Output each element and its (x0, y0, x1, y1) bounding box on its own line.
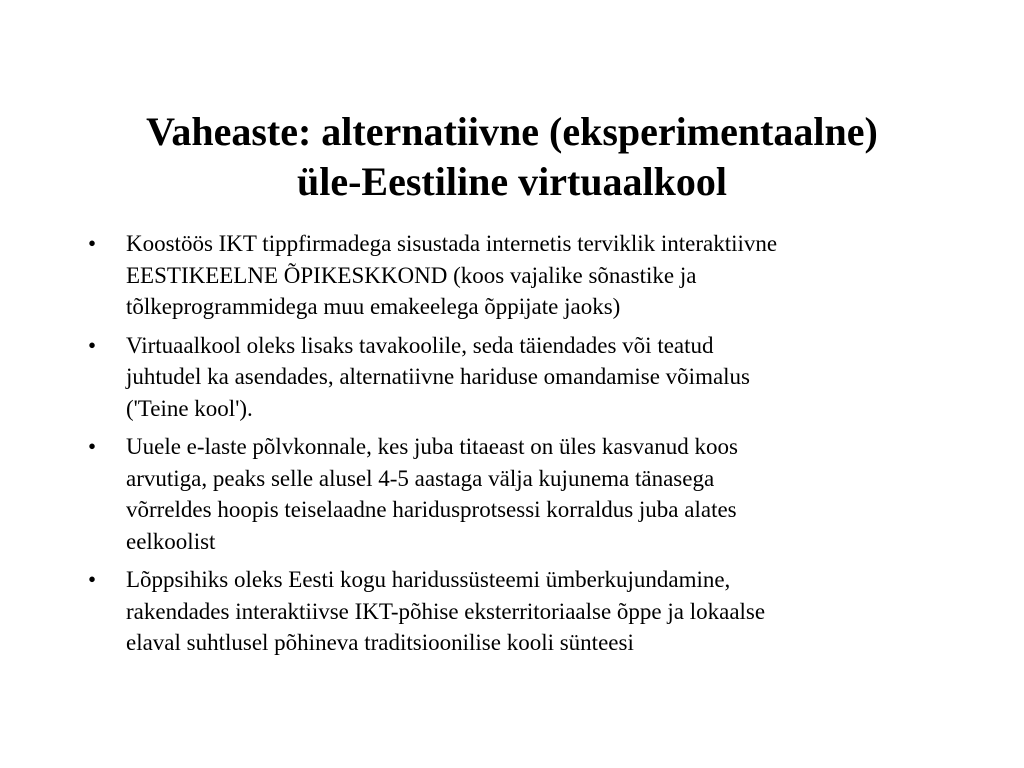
title-line: üle-Eestiline virtuaalkool (297, 158, 727, 204)
bullet-list (88, 228, 948, 666)
bullet-text-line: Koostöös IKT tippfirmadega sisustada internetis terviklik interaktiivne (126, 231, 778, 256)
bullet-item (88, 564, 948, 659)
bullet-text-line: ('Teine kool'). (126, 395, 253, 421)
bullet-text-line: eelkoolist (126, 528, 216, 554)
slide-title (60, 107, 964, 207)
bullet-text-line: rakendades interaktiivse IKT-põhise eksterritoriaalse õppe ja lokaalse (126, 598, 766, 624)
bullet-text-line: EESTIKEELNE ÕPIKESKKOND (koos vajalike sõnastike ja (126, 262, 697, 288)
bullet-text-line: arvutiga, peaks selle alusel 4-5 aastaga välja kujunema tänasega (126, 465, 715, 491)
bullet-text-line: elaval suhtlusel põhineva traditsioonilise kooli sünteesi (126, 630, 634, 655)
bullet-text-line: võrreldes hoopis teiselaadne haridusprotsessi korraldus juba alates (126, 497, 737, 522)
bullet-icon: • (88, 332, 97, 358)
bullet-text-line: tõlkeprogrammidega muu emakeelega õppijate jaoks) (126, 294, 621, 319)
bullet-item (88, 228, 948, 323)
title-line: Vaheaste: alternatiivne (eksperimentaalne) (146, 108, 878, 154)
bullet-text-line: juhtudel ka asendades, alternatiivne hariduse omandamise võimalus (126, 364, 751, 389)
bullet-text-line: Lõppsihiks oleks Eesti kogu haridussüsteemi ümberkujundamine, (126, 567, 731, 592)
bullet-icon: • (88, 231, 97, 256)
bullet-icon: • (88, 434, 97, 459)
bullet-text-line: Uuele e-laste põlvkonnale, kes juba titaeast on üles kasvanud koos (126, 434, 738, 459)
bullet-text-line: Virtuaalkool oleks lisaks tavakoolile, seda täiendades või teatud (126, 332, 714, 358)
bullet-icon: • (88, 567, 97, 592)
bullet-item (88, 330, 948, 425)
bullet-item (88, 431, 948, 557)
